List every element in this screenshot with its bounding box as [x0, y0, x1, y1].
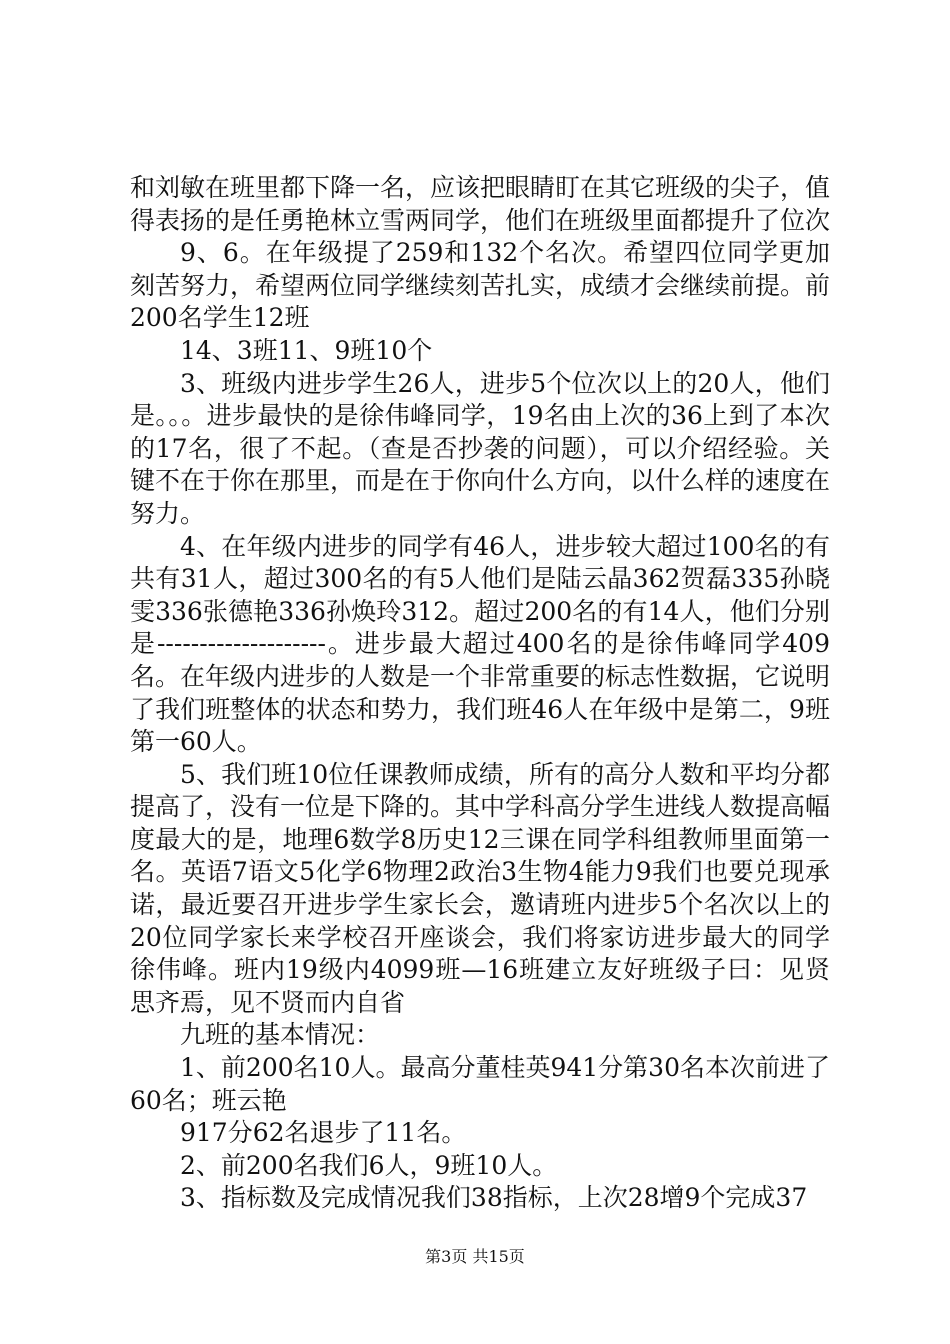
document-body [130, 172, 830, 1215]
paragraph-4: 3、班级内进步学生26人，进步5个位次以上的20人，他们是。。。进步最快的是徐伟峰同学，19名由上次的36上到了本次的17名，很了不起。（查是否抄袭的问题），可以介绍经验。关键不在于你在那里，而是在于你向什么方向，以什么样的速度在努力。 [130, 368, 831, 528]
page-number-footer: 第3页 共15页 [425, 1247, 525, 1266]
paragraph-1: 和刘敏在班里都下降一名，应该把眼睛盯在其它班级的尖子，值得表扬的是任勇艳林立雪两同学，他们在班级里面都提升了位次 [130, 173, 831, 235]
paragraph-10: 2、前200名我们6人，9班10人。 [180, 1150, 558, 1180]
paragraph-7: 九班的基本情况： [180, 1020, 381, 1050]
paragraph-5: 4、在年级内进步的同学有46人，进步较大超过100名的有共有31人，超过300名的有5人他们是陆云晶362贺磊335孙晓雯336张德艳336孙焕玲312。超过200名的有14人，他们分别是--------------------。进步最大超过400名的是徐伟峰同学409名。在年级内进步的人数是一个非常重要的标志性数据，它说明了我们班整体的状态和势力，我们班46人在年级中是第二，9班第一60人。 [130, 531, 831, 757]
paragraph-8: 1、前200名10人。最高分董桂英941分第30名本次前进了60名；班云艳 [130, 1053, 830, 1115]
paragraph-3: 14、3班11、9班10个 [180, 335, 433, 365]
paragraph-11: 3、指标数及完成情况我们38指标，上次28增9个完成37 [180, 1183, 808, 1213]
paragraph-6: 5、我们班10位任课教师成绩，所有的高分人数和平均分都提高了，没有一位是下降的。其中学科高分学生进线人数提高幅度最大的是，地理6数学8历史12三课在同学科组教师里面第一名。英语7语文5化学6物理2政治3生物4能力9我们也要兑现承诺，最近要召开进步学生家长会，邀请班内进步5个名次以上的20位同学家长来学校召开座谈会，我们将家访进步最大的同学徐伟峰。班内19级内4099班—16班建立友好班级子曰：见贤思齐焉，见不贤而内自省 [130, 759, 831, 1017]
paragraph-9: 917分62名退步了11名。 [180, 1118, 467, 1148]
paragraph-2: 9、6。在年级提了259和132个名次。希望四位同学更加刻苦努力，希望两位同学继续刻苦扎实，成绩才会继续前提。前200名学生12班 [130, 238, 831, 333]
